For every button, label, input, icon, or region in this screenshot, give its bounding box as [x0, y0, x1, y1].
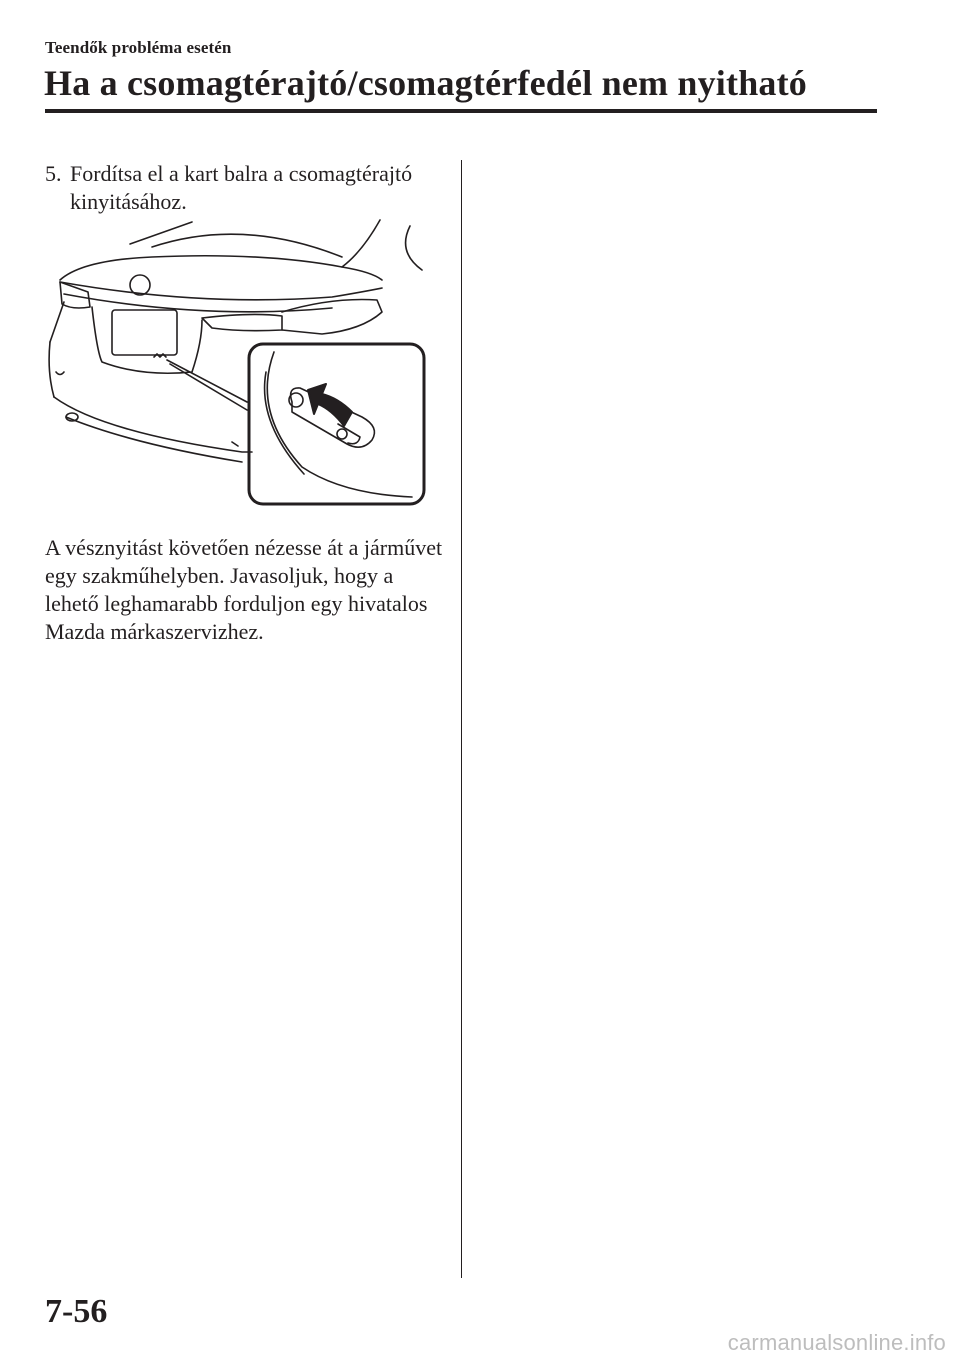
page-number: 7-56	[45, 1293, 108, 1330]
title-rule	[45, 109, 877, 113]
step-text: Fordítsa el a kart balra a csomagtérajtó kinyitásához.	[70, 161, 413, 214]
page-title: Ha a csomagtérajtó/csomagtérfedél nem nyitható	[44, 63, 808, 103]
step-item	[45, 160, 445, 216]
release-lever-icon	[265, 352, 412, 497]
car-rear-trunk-icon	[49, 220, 422, 462]
rotate-left-arrow-icon	[308, 384, 352, 426]
step-number: 5.	[45, 161, 62, 186]
column-divider	[461, 160, 462, 1278]
detail-callout-frame	[249, 344, 424, 504]
trunk-release-illustration	[42, 212, 432, 512]
watermark: carmanualsonline.info	[727, 1330, 946, 1355]
note-paragraph: A vésznyitást követően nézesse át a járművet egy szakműhelyben. Javasoljuk, hogy a lehető leghamarabb forduljon egy hivatalos Mazda márkaszervizhez.	[45, 535, 443, 644]
section-label: Teendők probléma esetén	[45, 38, 232, 57]
